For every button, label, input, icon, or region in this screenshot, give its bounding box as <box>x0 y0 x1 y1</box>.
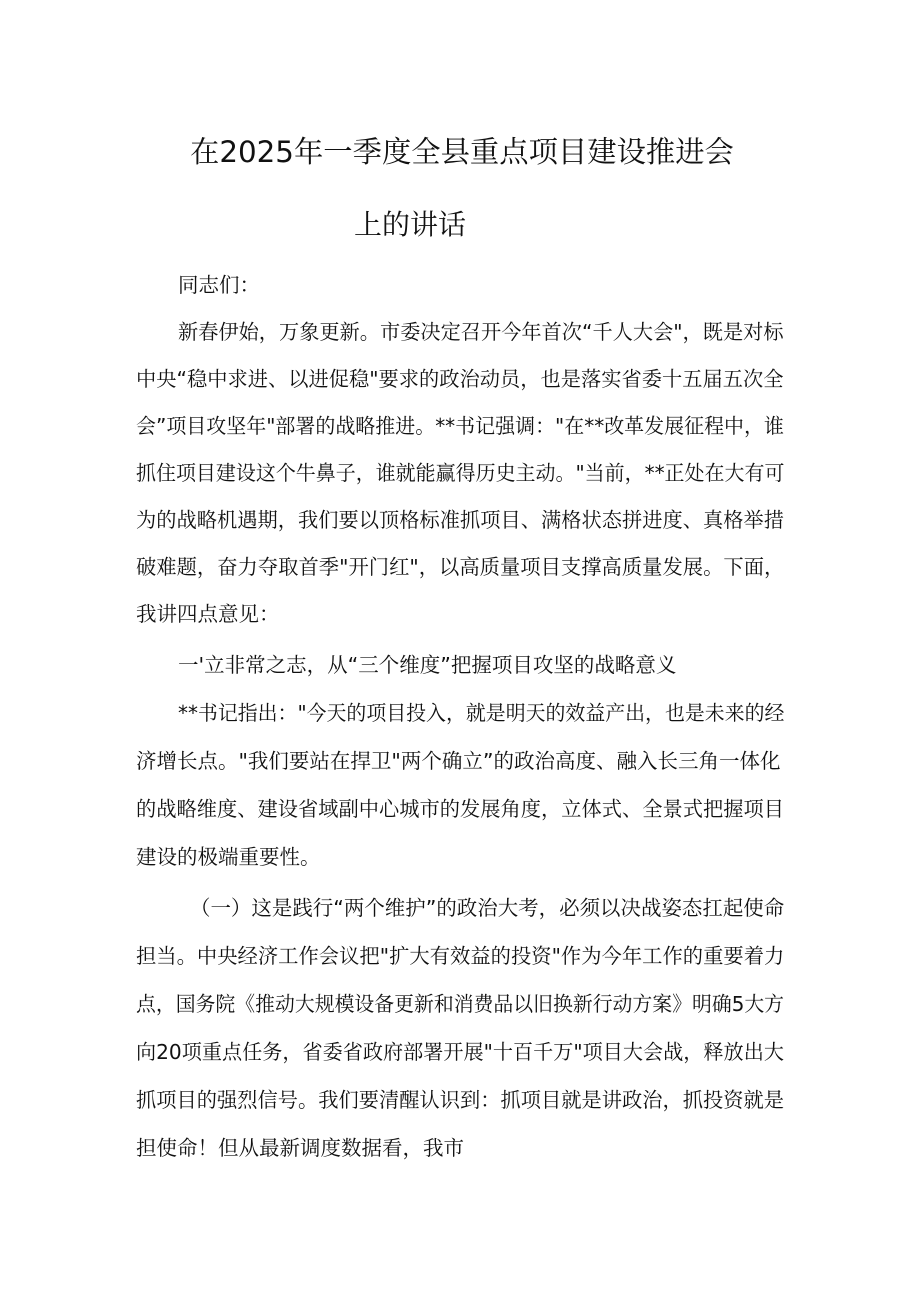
paragraph-line: 点，国务院《推动大规模设备更新和消费品以旧换新行动方案》明确5大方 <box>136 992 785 1016</box>
paragraph-line: 担当。中央经济工作会议把"扩大有效益的投资"作为今年工作的重要着力 <box>136 944 785 968</box>
paragraph-line: **书记指出："今天的项目投入，就是明天的效益产出，也是未来的经 <box>178 701 785 725</box>
paragraph-line: 济增长点。"我们要站在捍卫"两个确立”的政治高度、融入长三角一体化 <box>136 749 781 773</box>
paragraph-line: 向20项重点任务，省委省政府部署开展"十百千万"项目大会战，释放出大 <box>136 1040 784 1064</box>
paragraph-line: 会”项目攻坚年"部署的战略推进。**书记强调："在**改革发展征程中，谁 <box>136 414 784 438</box>
subsection-heading: （一）这是践行“两个维护”的政治大考，必须以决战姿态扛起使命 <box>190 896 785 920</box>
paragraph-line: 抓住项目建设这个牛鼻子，谁就能赢得历史主动。"当前，**正处在大有可 <box>136 461 785 485</box>
paragraph-line: 新春伊始，万象更新。市委决定召开今年首次“千人大会"，既是对标 <box>178 320 784 344</box>
title-line-2: 上的讲话 <box>354 208 466 241</box>
salutation: 同志们： <box>178 273 260 297</box>
paragraph-line: 破难题，奋力夺取首季"开门红"，以高质量项目支撑高质量发展。下面， <box>136 555 785 579</box>
section-heading: 一'立非常之志，从“三个维度”把握项目攻坚的战略意义 <box>178 653 677 677</box>
paragraph-line: 我讲四点意见： <box>136 602 280 626</box>
paragraph-line: 中央“稳中求进、以进促稳"要求的政治动员，也是落实省委十五届五次全 <box>136 367 784 391</box>
paragraph-line: 担使命！但从最新调度数据看，我市 <box>136 1136 464 1160</box>
paragraph-line: 建设的极端重要性。 <box>136 845 321 869</box>
paragraph-line: 为的战略机遇期，我们要以顶格标准抓项目、满格状态拼进度、真格举措 <box>136 508 784 532</box>
title-line-1: 在2025年一季度全县重点项目建设推进会 <box>190 135 734 169</box>
paragraph-line: 抓项目的强烈信号。我们要清醒认识到：抓项目就是讲政治，抓投资就是 <box>136 1088 784 1112</box>
paragraph-line: 的战略维度、建设省域副中心城市的发展角度，立体式、全景式把握项目 <box>136 797 784 821</box>
